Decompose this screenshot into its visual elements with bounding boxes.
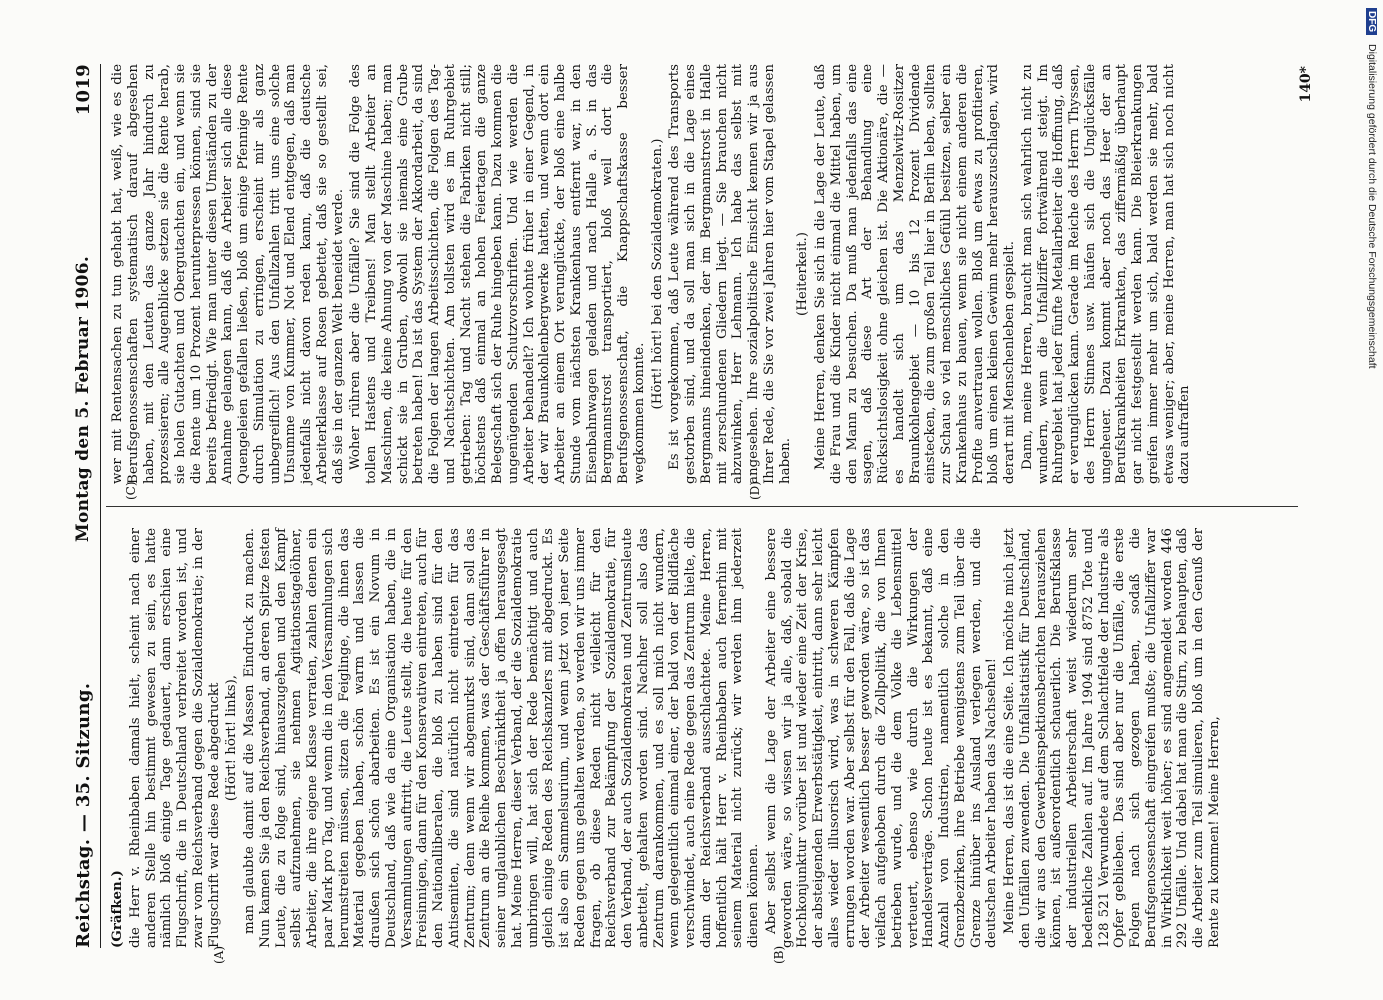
left-column — [110, 528, 1225, 948]
margin-mark-c: (C) — [124, 481, 138, 500]
dfg-logo: DFG — [1366, 8, 1377, 35]
paragraph: die Herr v. Rheinbaben damals hielt, scheint nach einer anderen Stelle hin bestimmt gewesen zu sein, es hatte nämlich bloß einige Tage gedauert, dann erschien eine Flugschrift, die in Deutschland verbreitet worden ist, und zwar vom Reichsverband gegen die Sozialdemokratie; in der Flugschrift war diese Rede abgedruckt — [127, 528, 222, 948]
paragraph: wer mit Rentensachen zu tun gehabt hat, weiß, wie es die Berufsgenossenschaften systematisch darauf abgesehen haben, mit den Leuten das ganze Jahr hindurch zu prozessieren; alle Augenblicke setzen sie die Rente herab, sie holen Gutachten und Obergutachten ein, und wenn sie die Rente um 10 Prozent herunterpressen können, sind sie bereits befriedigt. Wie man unter diesen Umständen zu der Annahme gelangen kann, daß die Arbeiter sich alle diese Quengeleien gefallen ließen, bloß um einige Pfennige Rente durch Simulation zu erringen, erscheint mir als ganz unbegreiflich! Aus den Unfallzahlen tritt uns eine solche Unsumme von Kummer, Not und Elend entgegen, daß man jedenfalls nicht davon reden kann, daß die deutsche Arbeiterklasse auf Rosen gebettet, daß sie so gestellt sei, daß sie in der ganzen Welt beneidet werde. — [110, 64, 346, 484]
paragraph: Meine Herren, das ist die eine Seite. Ich möchte mich jetzt den Unfällen zuwenden. Die Unfallstatistik für Deutschland, die wir aus den Gewerbeinspektionsberichten herausziehen können, ist außerordentlich schauerlich. Die Berufsklasse der industriellen Arbeiterschaft weist wiederum sehr bedenkliche Zahlen auf. Im Jahre 1904 sind 8752 Tote und 128 521 Verwundete auf dem Schlachtfelde der Industrie als Opfer geblieben. Das sind aber nur die Unfälle, die erste Folgen nach sich gezogen haben, sodaß die Berufsgenossenschaft eingreifen mußte; die Unfallziffer war in Wirklichkeit weit höher; es sind angemeldet worden 446 292 Unfälle. Und dabei hat man die Stirn, zu behaupten, daß die Arbeiter zum Teil simulieren, bloß um in den Genuß der Rente zu kommen! Meine Herren, — [1002, 528, 1222, 948]
rotated-page — [66, 46, 1316, 966]
header-date: Montag den 5. Februar 1906. — [73, 255, 93, 543]
paragraph: Woher rühren aber die Unfälle? Sie sind die Folge des tollen Hastens und Treibens! Man stellt Arbeiter an Maschinen, die keine Ahnung von der Maschine haben; man schickt sie in Gruben, obwohl sie niemals eine Grube betreten haben! Da ist das System der Akkordarbeit, da sind die Folgen der langen Arbeitsschichten, die Folgen des Tag- und Nachtschichten. Am tollsten wird es im Ruhrgebiet getrieben: Tag und Nacht stehen die Fabriken nicht still; höchstens daß einmal an hohen Feiertagen die ganze Belegschaft sich der Ruhe hingeben kann. Dazu kommen die ungenügenden Schutzvorschriften. Und wie werden die Arbeiter behandelt? Ich wohnte früher in einer Gegend, in der wir Braunkohlenbergwerke hatten, und wenn dort ein Arbeiter an einem Ort verunglückte, der bloß eine halbe Stunde vom nächsten Krankenhaus entfernt war, in den Eisenbahnwagen geladen und nach Halle a. S. in das Bergmannstrost transportiert, bloß weil dort die Berufsgenossenschaft, die Knappschaftskasse besser wegkommen konnte. — [348, 64, 647, 484]
speaker-tag: (Gräfken.) — [109, 870, 125, 948]
interjection: (Hört! hört! bei den Sozialdemokraten.) — [649, 138, 665, 410]
margin-mark-d: (D) — [748, 481, 762, 500]
digitization-text: Digitalisierung gefördert durch die Deutsche Forschungsgemeinschaft — [1366, 44, 1378, 369]
column-rule — [106, 506, 1298, 507]
margin-mark-b: (B) — [772, 945, 786, 964]
header-session: Reichstag. — 35. Sitzung. — [72, 682, 94, 948]
margin-mark-a: (A) — [212, 945, 226, 964]
right-column — [110, 64, 1195, 484]
paragraph: man glaubte damit auf die Massen Eindruck zu machen. Nun kamen Sie ja den Reichsverband, an deren Spitze festen Leute, die zu folge sind, hinauszugehen und den Kampf selbst aufzunehmen, sie nehmen Agitationstagelöhner, Arbeiter, die ihre eigene Klasse verraten, zahlen denen ein paar Mark pro Tag, und wenn die in den Versammlungen sich herumstreiten müssen, sitzen die Feiglinge, die ihnen das Material gegeben haben, schön warm und lassen die draußen sich schön abarbeiten. Es ist ein Novum in Deutschland, daß wie da eine Organisation haben, die in Versammlungen auftritt, die Leute stellt, die heute für den Freisinnigen, dann für den Konservativen eintreten, auch für den Nationalliberalen, die bloß zu haben sind für den Antisemiten, die sind natürlich nicht eintreten für das Zentrum; denn wenn wir abgemurkst sind, dann soll das Zentrum an die Reihe kommen, was der Geschäftsführer in seiner unglaublichen Beschränktheit ja offen herausgesagt hat. Meine Herren, dieser Verband, der die Sozialdemokratie umbringen will, hat sich der Rede bemächtigt und auch gleich einige Reden des Reichskanzlers mit abgedruckt. Es ist also ein Sammelsurium, und wenn jetzt von jener Seite Reden gegen uns gehalten werden, so werden wir uns immer fragen, ob diese Reden nicht vielleicht für den Reichsverband zur Bekämpfung der Sozialdemokratie, für den Verband, der auch Sozialdemokraten und Zentrumsleute anbettelt, gehalten worden sind. Nachher soll also das Zentrum darankommen, und es soll mich nicht wundern, wenn gelegentlich einmal einer, der bald von der Bildfläche verschwindet, auch eine Rede gegen das Zentrum hielte, die dann der Reichsverband ausschlachtete. Meine Herren, hoffentlich hält Herr v. Rheinbaben auch fernerhin mit seinem Material nicht zurück; wir werden ihm jederzeit dienen können. — [242, 528, 761, 948]
page-number: 1019 — [72, 64, 94, 116]
interjection: (Heiterkeit.) — [795, 232, 811, 316]
page-header — [66, 64, 100, 948]
interjection: (Hört! hört! links), — [224, 674, 240, 802]
digitization-note — [1366, 8, 1378, 369]
paragraph: Meine Herren, denken Sie sich in die Lage der Leute, daß die Frau und die Kinder nicht einmal die Mittel haben, um den Mann zu besuchen. Da muß man jedenfalls das eine sagen, daß diese Art der Behandlung eine Rücksichtslosigkeit ohne gleichen ist. Die Aktionäre, die — es handelt sich um das Menzelwitz-Rositzer Braunkohlengebiet — 10 bis 12 Prozent Dividende einstecken, die zum großen Teil hier in Berlin leben, sollten zur Schau so viel menschliches Gefühl besitzen, selber ein Krankenhaus zu bauen, wenn sie nicht einem anderen die Profite anvertrauen wollen. Bloß um etwas zu profitieren, bloß um einen kleinen Gewinn mehr herauszuschlagen, wird derart mit Menschenleben gespielt. — [813, 64, 1017, 484]
paragraph: Dann, meine Herren, braucht man sich wahrlich nicht zu wundern, wenn die Unfallziffer fortwährend steigt. Im Ruhrgebiet hat jeder fünfte Metallarbeiter die Hoffnung, daß er verunglücken kann. Gerade im Reiche des Herrn Thyssen, des Herrn Stinnes usw. häufen sich die Unglücksfälle ungeheuer. Dazu kommt aber noch das Heer der an Berufskrankheiten Erkrankten, das ziffermäßig überhaupt gar nicht festgestellt werden kann. Die Bleierkrankungen greifen immer mehr um sich, bald werden sie mehr, bald etwas weniger; aber, meine Herren, man hat sich noch nicht dazu aufraffen — [1019, 64, 1193, 484]
paragraph: Es ist vorgekommen, daß Leute während des Transports gestorben sind, und da soll man sich in die Lage eines Bergmanns hineindenken, der im Bergmannstrost in Halle mit zerschundenen Gliedern liegt. — Sie brauchen nicht abzuwinken, Herr Lehmann. Ich habe das selbst mit angesehen. Ihre sozialpolitische Einsicht kennen wir ja aus Ihrer Rede, die Sie vor zwei Jahren hier vom Stapel gelassen haben. — [667, 64, 793, 484]
paragraph: Aber selbst wenn die Lage der Arbeiter eine bessere geworden wäre, so wissen wir ja alle, daß, sobald die Hochkonjunktur vorüber ist und wieder eine Zeit der Krise, der absteigenden Erwerbstätigkeit, eintritt, dann sehr leicht alles wieder illusorisch wird, was in schweren Kämpfen errungen worden war. Aber selbst für den Fall, daß die Lage der Arbeiter wesentlich besser geworden wäre, so ist das vielfach aufgehoben durch die Zollpolitik, die von Ihnen betrieben wurde, und die dem Volke die Lebensmittel verteuert, ebenso wie durch die Wirkungen der Handelsverträge. Schon heute ist es bekannt, daß eine Anzahl von Industrien, namentlich solche in den Grenzbezirken, ihre Betriebe wenigstens zum Teil über die Grenze hinüber ins Ausland verlegen werden, und die deutschen Arbeiter haben das Nachsehen! — [763, 528, 1000, 948]
signature-mark: 140* — [1298, 66, 1314, 103]
header-rule — [100, 64, 101, 948]
